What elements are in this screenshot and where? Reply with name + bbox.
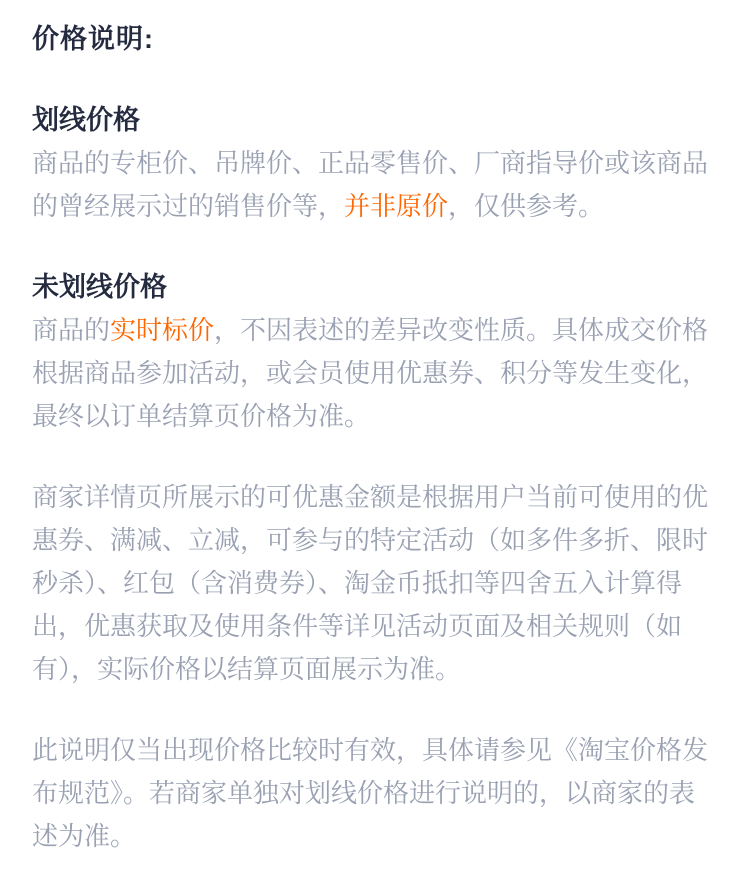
section-unstrikethrough-price [32, 266, 712, 438]
strikethrough-price-body [32, 142, 712, 228]
body-segment: ，不因表述的差异改变性质。具体成交价格根据商品参加活动，或会员使用优惠券、积分等发生变化，最终以订单结算页价格为准。 [32, 315, 709, 431]
body-segment: ，仅供参考。 [448, 191, 605, 221]
discount-amount-paragraph: 商家详情页所展示的可优惠金额是根据用户当前可使用的优惠券、满减、立减，可参与的特定活动（如多件多折、限时秒杀）、红包（含消费券）、淘金币抵扣等四舍五入计算得出，优惠获取及使用条件等详见活动页面及相关规则（如有），实际价格以结算页面展示为准。 [32, 482, 709, 684]
unstrikethrough-price-heading: 未划线价格 [32, 272, 167, 302]
page-title: 价格说明: [32, 24, 154, 54]
section-discount-amount-note [32, 476, 712, 691]
body-segment: 商品的专柜价、吊牌价、正品零售价、厂商指导价或该商品的曾经展示过的销售价等， [32, 148, 709, 221]
highlight-realtime-price: 实时标价 [110, 315, 215, 345]
validity-paragraph: 此说明仅当出现价格比较时有效，具体请参见《淘宝价格发布规范》。若商家单独对划线价格进行说明的，以商家的表述为准。 [32, 735, 709, 851]
highlight-not-original-price: 并非原价 [344, 191, 449, 221]
section-strikethrough-price [32, 99, 712, 228]
strikethrough-price-heading: 划线价格 [32, 105, 140, 135]
body-segment: 商品的 [32, 315, 111, 345]
section-validity-note [32, 729, 712, 858]
unstrikethrough-price-body [32, 309, 712, 438]
